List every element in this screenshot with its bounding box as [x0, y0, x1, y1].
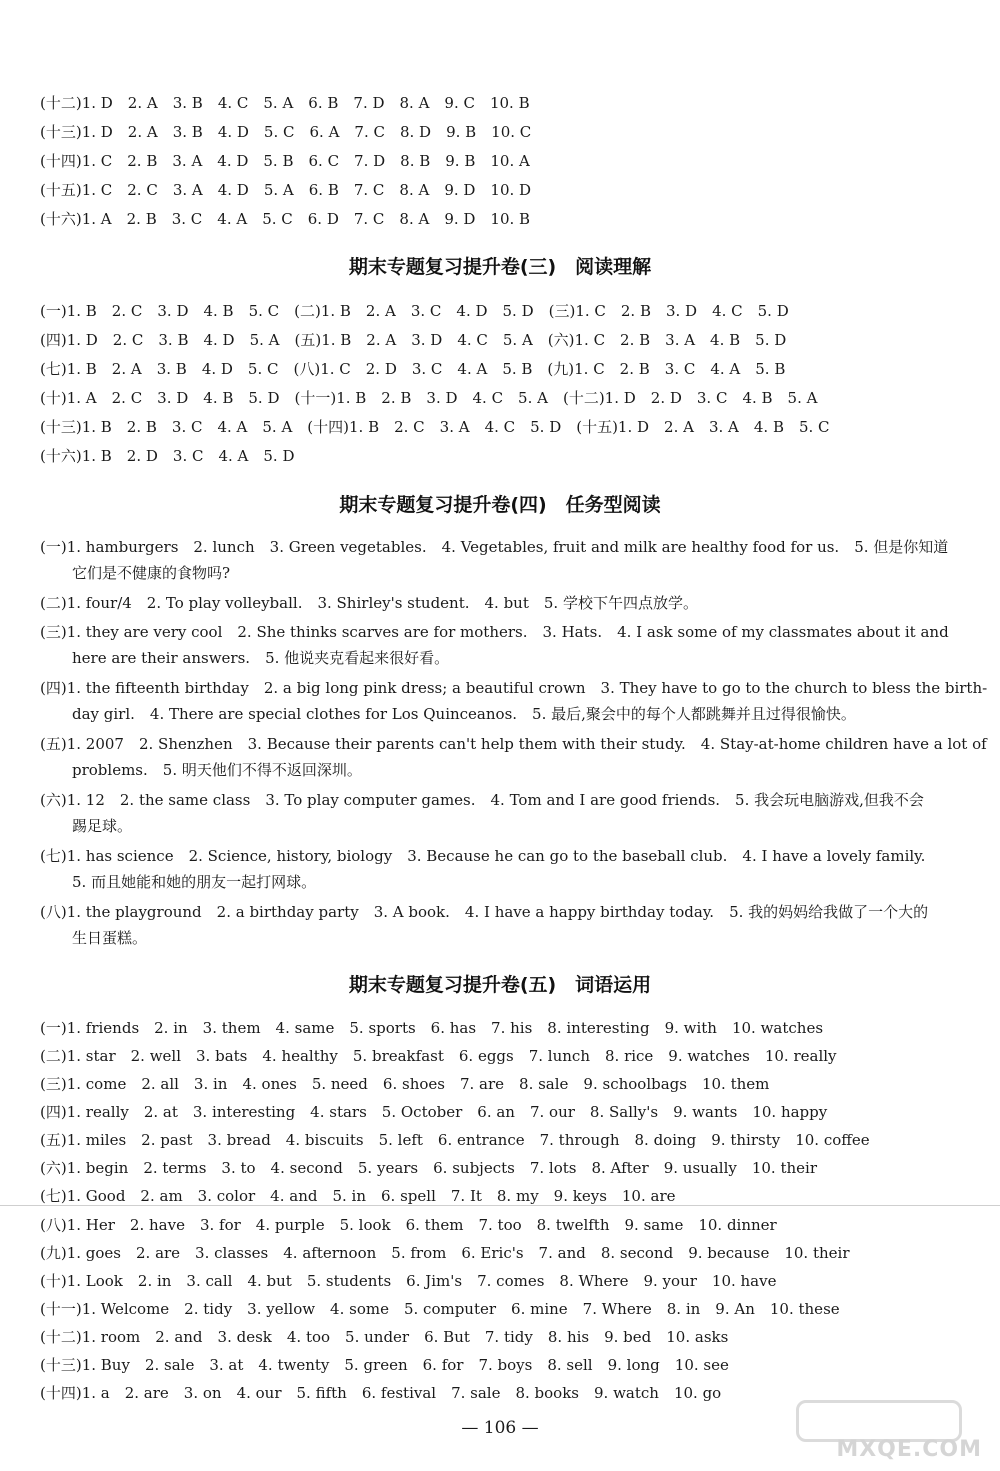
answer-line: (十四)1. a 2. are 3. on 4. our 5. fifth 6. festival 7. sale 8. books 9. watch 10. go	[40, 1384, 722, 1402]
answer-line: (十三)1. Buy 2. sale 3. at 4. twenty 5. green 6. for 7. boys 8. sell 9. long 10. see	[40, 1356, 729, 1374]
answer-line: (十二)1. room 2. and 3. desk 4. too 5. under 6. But 7. tidy 8. his 9. bed 10. asks	[40, 1328, 729, 1346]
answer-line: (三)1. come 2. all 3. in 4. ones 5. need 6. shoes 7. are 8. sale 9. schoolbags 10. them	[40, 1075, 770, 1093]
answer-line: (九)1. goes 2. are 3. classes 4. afternoon 5. from 6. Eric's 7. and 8. second 9. because 10. their	[40, 1244, 850, 1262]
section-heading: 期末专题复习提升卷(四) 任务型阅读	[339, 494, 661, 516]
page-number: — 106 —	[461, 1418, 539, 1438]
answer-line: (十)1. A 2. C 3. D 4. B 5. D (十一)1. B 2. B 3. D 4. C 5. A (十二)1. D 2. D 3. C 4. B 5. A	[40, 389, 818, 407]
answer-line-continued: 踢足球。	[72, 817, 133, 835]
answer-line: (二)1. star 2. well 3. bats 4. healthy 5. breakfast 6. eggs 7. lunch 8. rice 9. watches 10. really	[40, 1047, 837, 1065]
answer-line: (二)1. four/4 2. To play volleyball. 3. Shirley's student. 4. but 5. 学校下午四点放学。	[40, 594, 698, 612]
answer-line: (八)1. Her 2. have 3. for 4. purple 5. look 6. them 7. too 8. twelfth 9. same 10. dinner	[40, 1216, 777, 1234]
answer-line: (七)1. has science 2. Science, history, biology 3. Because he can go to the baseball club. 4. I have a lovely family.	[40, 847, 926, 865]
answer-line-continued: 5. 而且她能和她的朋友一起打网球。	[72, 873, 317, 891]
watermark-logo	[782, 1400, 982, 1462]
answer-line: (四)1. the fifteenth birthday 2. a big long pink dress; a beautiful crown 3. They have to go to the church to bless the birth-	[40, 679, 988, 697]
answer-line: (一)1. B 2. C 3. D 4. B 5. C (二)1. B 2. A 3. C 4. D 5. D (三)1. C 2. B 3. D 4. C 5. D	[40, 302, 789, 320]
answer-line: (十六)1. A 2. B 3. C 4. A 5. C 6. D 7. C 8. A 9. D 10. B	[40, 210, 531, 228]
divider	[0, 1205, 1000, 1206]
answer-line: (十四)1. C 2. B 3. A 4. D 5. B 6. C 7. D 8. B 9. B 10. A	[40, 152, 530, 170]
answer-line: (十一)1. Welcome 2. tidy 3. yellow 4. some 5. computer 6. mine 7. Where 8. in 9. An 10. these	[40, 1300, 840, 1318]
answer-line: (一)1. hamburgers 2. lunch 3. Green vegetables. 4. Vegetables, fruit and milk are healthy food for us. 5. 但是你知道	[40, 538, 949, 556]
answer-line-continued: day girl. 4. There are special clothes for Los Quinceanos. 5. 最后,聚会中的每个人都跳舞并且过得很愉快。	[72, 705, 856, 723]
answer-line: (一)1. friends 2. in 3. them 4. same 5. sports 6. has 7. his 8. interesting 9. with 10. watches	[40, 1019, 824, 1037]
answer-line: (十五)1. C 2. C 3. A 4. D 5. A 6. B 7. C 8. A 9. D 10. D	[40, 181, 532, 199]
answer-line: (十三)1. D 2. A 3. B 4. D 5. C 6. A 7. C 8. D 9. B 10. C	[40, 123, 532, 141]
answer-line: (三)1. they are very cool 2. She thinks scarves are for mothers. 3. Hats. 4. I ask some of my classmates about it and	[40, 623, 949, 641]
answer-line: (七)1. B 2. A 3. B 4. D 5. C (八)1. C 2. D 3. C 4. A 5. B (九)1. C 2. B 3. C 4. A 5. B	[40, 360, 786, 378]
answer-line-continued: problems. 5. 明天他们不得不返回深圳。	[72, 761, 362, 779]
answer-line: (七)1. Good 2. am 3. color 4. and 5. in 6. spell 7. It 8. my 9. keys 10. are	[40, 1187, 676, 1205]
section-heading: 期末专题复习提升卷(五) 词语运用	[348, 974, 652, 996]
watermark-emblem-icon	[796, 1400, 962, 1442]
answer-line: (十二)1. D 2. A 3. B 4. C 5. A 6. B 7. D 8. A 9. C 10. B	[40, 94, 530, 112]
watermark-text: MXQE.COM	[836, 1437, 982, 1462]
answer-line: (八)1. the playground 2. a birthday party 3. A book. 4. I have a happy birthday today. 5. 我的妈妈给我做了一个大的	[40, 903, 929, 921]
answer-line: (六)1. begin 2. terms 3. to 4. second 5. years 6. subjects 7. lots 8. After 9. usually 10. their	[40, 1159, 817, 1177]
answer-line: (五)1. miles 2. past 3. bread 4. biscuits 5. left 6. entrance 7. through 8. doing 9. thirsty 10. coffee	[40, 1131, 870, 1149]
answer-line-continued: 它们是不健康的食物吗?	[72, 564, 231, 582]
answer-line: (十三)1. B 2. B 3. C 4. A 5. A (十四)1. B 2. C 3. A 4. C 5. D (十五)1. D 2. A 3. A 4. B 5. C	[40, 418, 830, 436]
answer-line: (四)1. really 2. at 3. interesting 4. stars 5. October 6. an 7. our 8. Sally's 9. wants 10. happy	[40, 1103, 828, 1121]
answer-line: (六)1. 12 2. the same class 3. To play computer games. 4. Tom and I are good friends. 5. 我会玩电脑游戏,但我不会	[40, 791, 924, 809]
answer-line: (五)1. 2007 2. Shenzhen 3. Because their parents can't help them with their study. 4. Stay-at-home children have a lot of	[40, 735, 987, 753]
answer-line-continued: here are their answers. 5. 他说夹克看起来很好看。	[72, 649, 450, 667]
section-heading: 期末专题复习提升卷(三) 阅读理解	[348, 256, 652, 278]
answer-line: (十)1. Look 2. in 3. call 4. but 5. students 6. Jim's 7. comes 8. Where 9. your 10. have	[40, 1272, 777, 1290]
answer-line: (十六)1. B 2. D 3. C 4. A 5. D	[40, 447, 295, 465]
answer-line: (四)1. D 2. C 3. B 4. D 5. A (五)1. B 2. A 3. D 4. C 5. A (六)1. C 2. B 3. A 4. B 5. D	[40, 331, 787, 349]
answer-line-continued: 生日蛋糕。	[72, 929, 148, 947]
